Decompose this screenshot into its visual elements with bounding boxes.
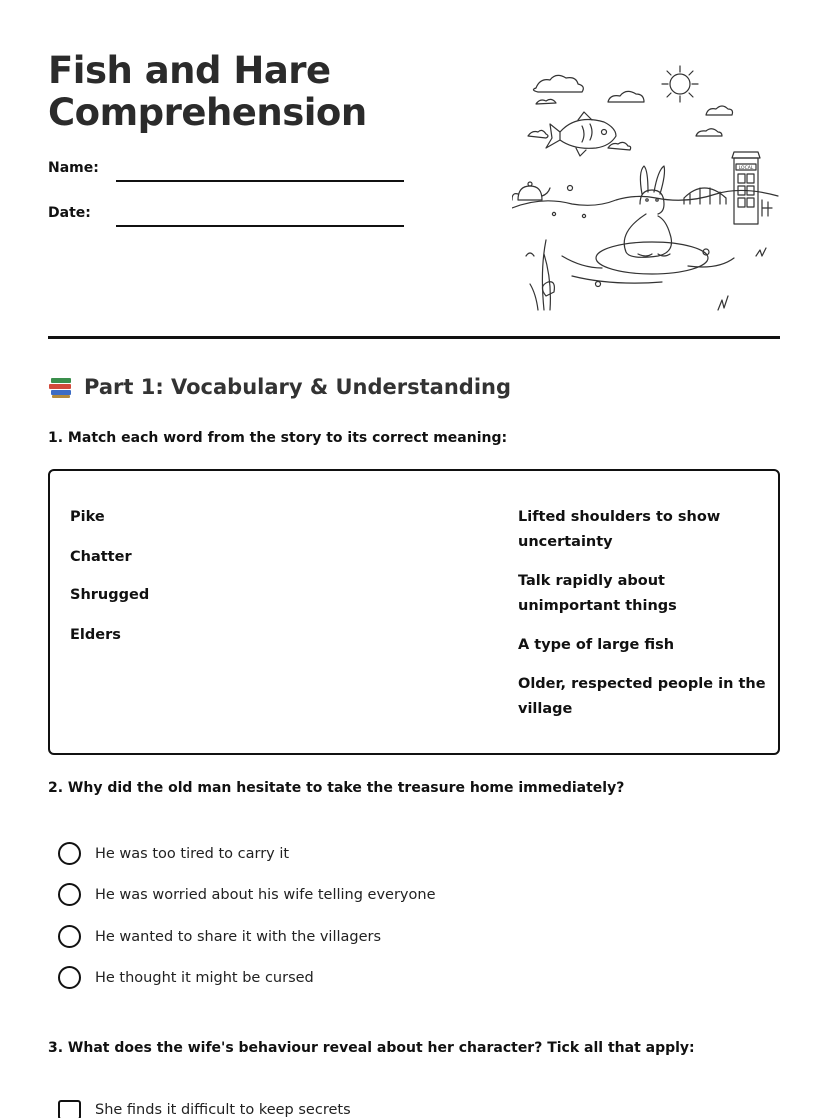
flower-icon: [530, 240, 554, 310]
phone-box-icon: [732, 152, 772, 224]
question-3: 3. What does the wife's behaviour reveal about her character? Tick all that apply:: [48, 1040, 695, 1056]
match-meaning[interactable]: Older, respected people in the village: [518, 676, 766, 717]
q2-option[interactable]: [58, 842, 289, 865]
match-meaning[interactable]: A type of large fish: [518, 637, 675, 653]
bridge-icon: [684, 188, 726, 204]
story-illustration: [512, 60, 784, 316]
checkbox[interactable]: [58, 1100, 81, 1118]
part1-title: Part 1: Vocabulary & Understanding: [84, 375, 512, 399]
books-icon: [48, 374, 74, 400]
q2-option[interactable]: [58, 883, 436, 906]
q2-option[interactable]: [58, 925, 381, 948]
title-line-2: Comprehension: [48, 91, 367, 134]
option-label: He wanted to share it with the villagers: [95, 928, 382, 945]
match-word[interactable]: Elders: [70, 627, 121, 643]
name-label: Name:: [48, 160, 99, 176]
title-line-1: Fish and Hare: [48, 49, 331, 92]
date-field[interactable]: [116, 225, 404, 227]
question-1: 1. Match each word from the story to its correct meaning:: [48, 430, 508, 446]
match-word[interactable]: Shrugged: [70, 587, 150, 603]
teapot-icon: [512, 182, 550, 200]
match-word[interactable]: Chatter: [70, 549, 132, 565]
date-label: Date:: [48, 205, 91, 221]
cloud-icon: [608, 91, 644, 102]
matching-box: [48, 469, 780, 755]
match-meaning[interactable]: Talk rapidly about unimportant things: [518, 573, 677, 614]
radio-button[interactable]: [58, 925, 81, 948]
name-field[interactable]: [116, 180, 404, 182]
match-word[interactable]: Pike: [70, 509, 105, 525]
option-label: She finds it difficult to keep secrets: [95, 1102, 351, 1118]
sun-icon: [662, 66, 698, 102]
worksheet-title: [48, 50, 468, 134]
fish-icon: [546, 112, 616, 156]
q2-option[interactable]: [58, 966, 314, 989]
radio-button[interactable]: [58, 966, 81, 989]
q3-option[interactable]: [58, 1100, 351, 1118]
radio-button[interactable]: [58, 842, 81, 865]
part1-heading: [48, 374, 511, 400]
cloud-icon: [528, 106, 733, 150]
option-label: He was too tired to carry it: [95, 845, 290, 862]
header-divider: [48, 336, 780, 339]
radio-button[interactable]: [58, 883, 81, 906]
phone-box-sign: LOCAL: [738, 166, 754, 171]
option-label: He was worried about his wife telling everyone: [95, 886, 436, 903]
cloud-icon: [533, 75, 583, 104]
option-label: He thought it might be cursed: [95, 969, 314, 986]
match-meaning[interactable]: Lifted shoulders to show uncertainty: [518, 509, 721, 550]
question-2: 2. Why did the old man hesitate to take the treasure home immediately?: [48, 780, 625, 796]
